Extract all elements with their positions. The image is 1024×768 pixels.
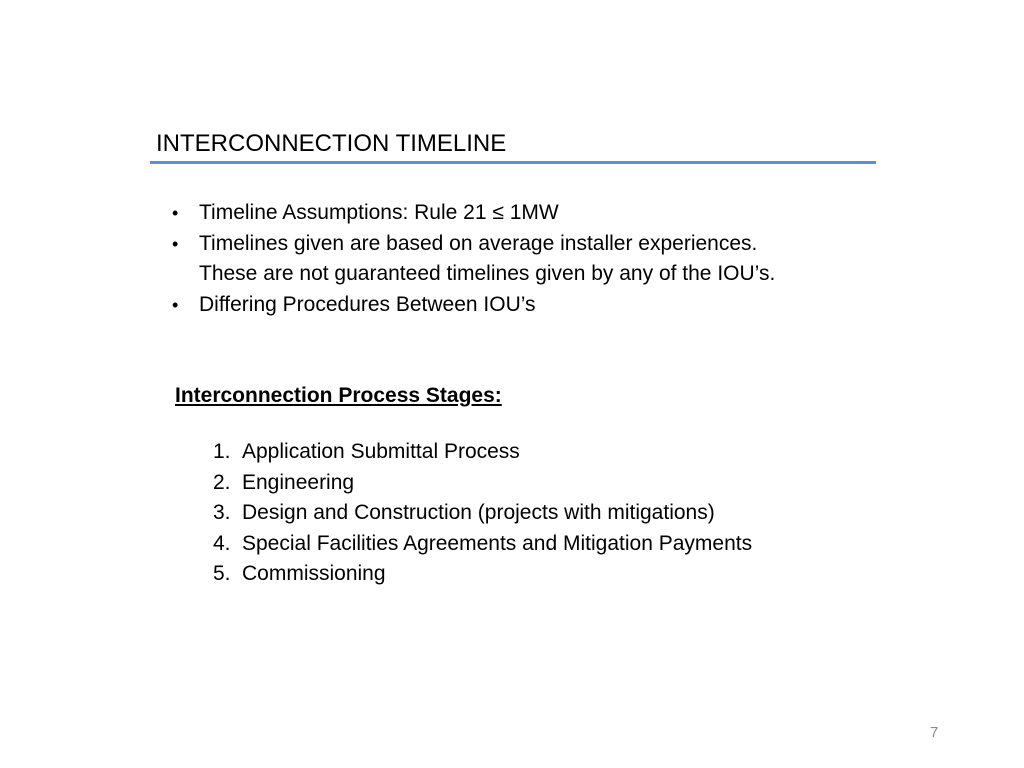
stage-number: 5. — [213, 562, 231, 585]
bullet-text: Differing Procedures Between IOU’s — [199, 292, 536, 316]
bullet-icon: • — [172, 294, 179, 315]
bullet-icon: • — [172, 203, 179, 223]
bullet-item — [172, 290, 792, 321]
bullet-icon: • — [172, 233, 179, 254]
bullet-item — [172, 198, 792, 229]
stage-text: Special Facilities Agreements and Mitigation Payments — [242, 531, 753, 555]
stage-item — [213, 498, 752, 529]
stage-item — [213, 529, 752, 560]
stage-number: 1. — [213, 440, 231, 463]
stage-item — [213, 468, 752, 499]
stage-number: 4. — [213, 531, 231, 555]
bullet-text: Timeline Assumptions: Rule 21 ≤ 1MW — [199, 201, 559, 224]
stage-item — [213, 559, 752, 590]
slide-title: INTERCONNECTION TIMELINE — [156, 130, 507, 157]
title-underline-rule — [150, 161, 876, 164]
stage-text: Engineering — [242, 470, 355, 494]
stage-text: Design and Construction (projects with mitigations) — [242, 501, 715, 524]
process-stages-list — [213, 437, 752, 590]
stage-item — [213, 437, 752, 468]
bullet-text: Timelines given are based on average installer experiences. These are not guaranteed timelines given by any of the IOU’s. — [199, 231, 776, 285]
bullet-item — [172, 229, 792, 290]
stage-text: Application Submittal Process — [242, 440, 520, 463]
page-number: 7 — [930, 724, 939, 741]
assumptions-bullet-list — [172, 198, 792, 320]
stage-number: 3. — [213, 501, 231, 524]
process-stages-heading: Interconnection Process Stages: — [175, 384, 502, 407]
stage-number: 2. — [213, 470, 231, 494]
stage-text: Commissioning — [242, 562, 386, 585]
